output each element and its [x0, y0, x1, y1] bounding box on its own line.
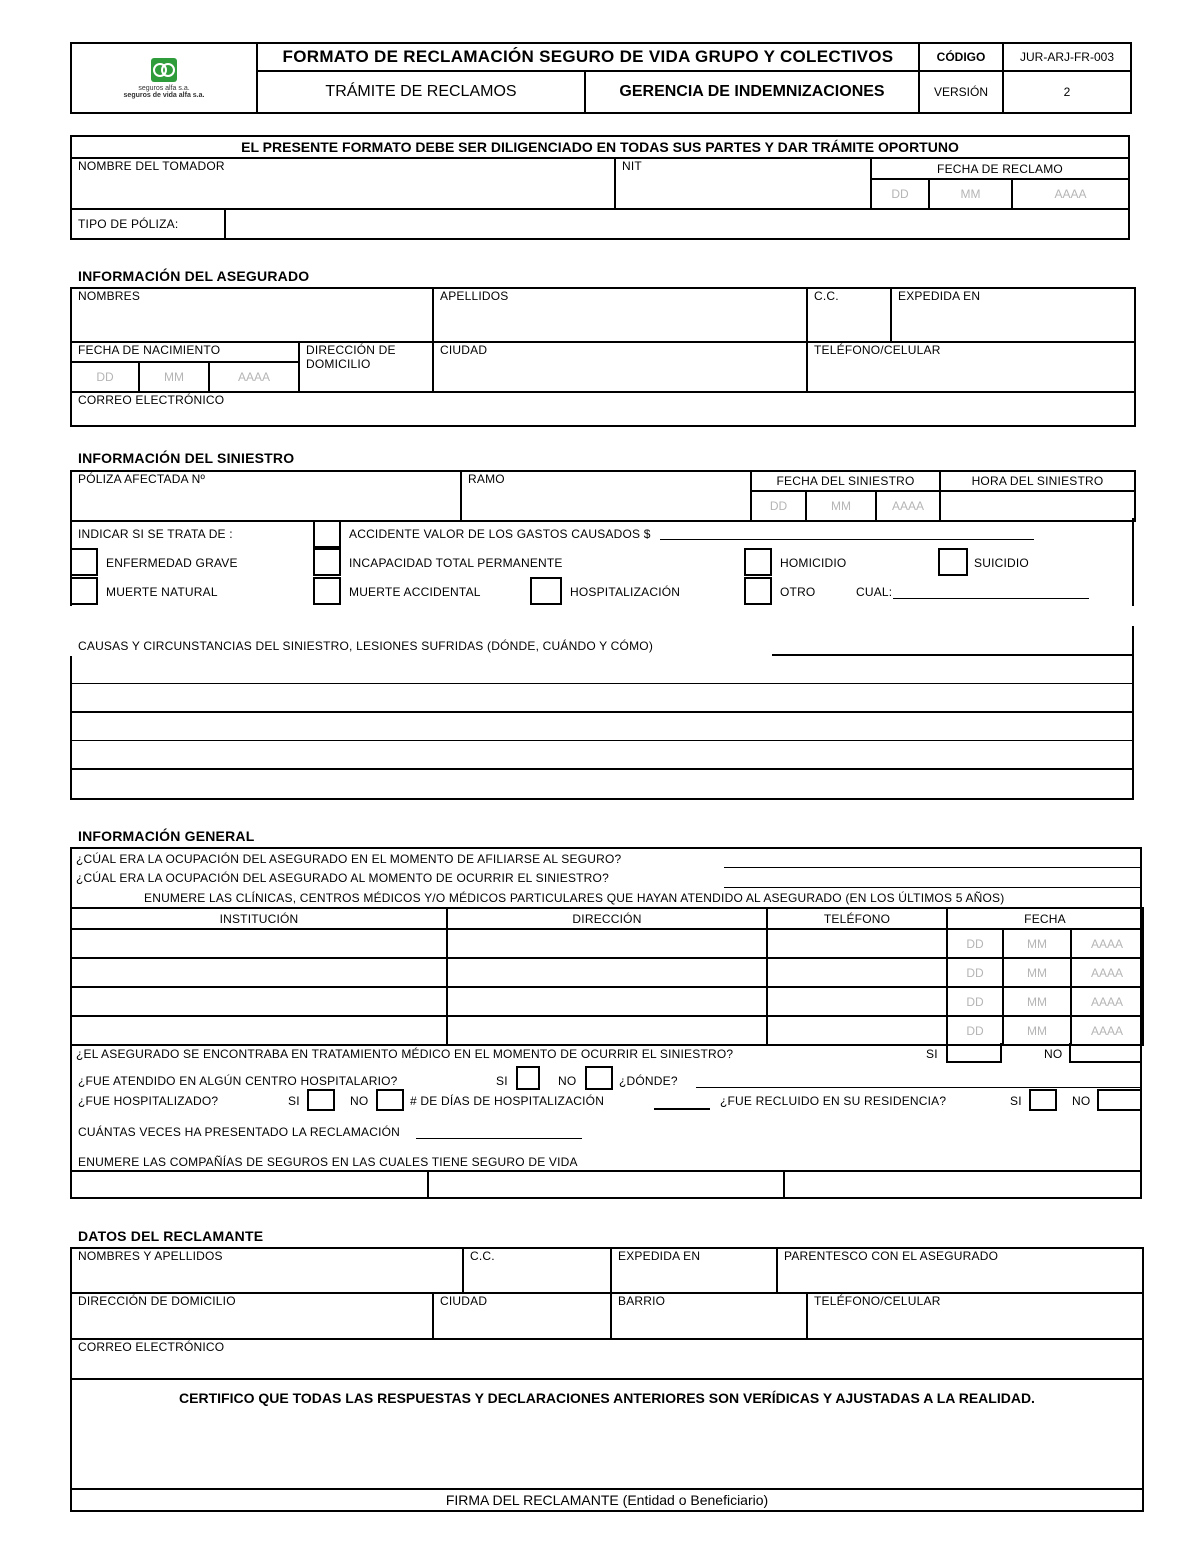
nac-dd[interactable]: DD: [71, 362, 139, 392]
homicidio-checkbox[interactable]: [744, 548, 772, 576]
clinicas-table: [70, 907, 1144, 1046]
fecha-dd[interactable]: DD: [947, 958, 1003, 987]
q-hospitalizado: ¿FUE HOSPITALIZADO?: [78, 1094, 219, 1108]
nac-mm[interactable]: MM: [139, 362, 209, 392]
institucion-cell[interactable]: [71, 958, 447, 987]
fecha-siniestro-label: FECHA DEL SINIESTRO: [751, 471, 940, 491]
suicidio-checkbox[interactable]: [938, 548, 968, 576]
compania-field-2[interactable]: [430, 1172, 782, 1198]
recluido-no-label: NO: [1072, 1094, 1091, 1108]
logo-text-2: seguros de vida alfa s.a.: [123, 92, 205, 99]
reclamante-cc-label: C.C.: [470, 1249, 495, 1263]
fecha-mm[interactable]: MM: [1003, 987, 1071, 1016]
fecha-aaaa[interactable]: AAAA: [1071, 958, 1143, 987]
companias-sep-2: [783, 1170, 785, 1198]
nombres-label: NOMBRES: [78, 289, 141, 303]
causas-line-1: [72, 683, 1132, 684]
direccion-cell[interactable]: [447, 929, 767, 958]
q-atendido: ¿FUE ATENDIDO EN ALGÚN CENTRO HOSPITALARIO?: [78, 1074, 398, 1088]
reclamo-mm[interactable]: MM: [929, 179, 1012, 209]
fecha-aaaa[interactable]: AAAA: [1071, 1016, 1143, 1045]
ciudad-field[interactable]: [433, 342, 807, 392]
incapacidad-label: INCAPACIDAD TOTAL PERMANENTE: [349, 556, 563, 570]
enumere-clinicas: ENUMERE LAS CLÍNICAS, CENTROS MÉDICOS Y/O MÉDICOS PARTICULARES QUE HAYAN ATENDIDO AL ASEGURADO (EN LOS ÚLTIMOS 5 AÑOS): [144, 891, 1005, 905]
hosp-no-box[interactable]: [376, 1089, 404, 1111]
reclamante-direccion-field[interactable]: [71, 1293, 433, 1339]
intro-table: [70, 135, 1130, 240]
hosp-si-label: SI: [288, 1094, 300, 1108]
enumere-companias: ENUMERE LAS COMPAÑÍAS DE SEGUROS EN LAS CUALES TIENE SEGURO DE VIDA: [78, 1155, 578, 1169]
telefono-field[interactable]: [807, 342, 1135, 392]
sin-mm[interactable]: MM: [806, 491, 876, 521]
table-row: [71, 1016, 1143, 1045]
process-name: TRÁMITE DE RECLAMOS: [257, 71, 585, 113]
institucion-cell[interactable]: [71, 987, 447, 1016]
fecha-mm[interactable]: MM: [1003, 1016, 1071, 1045]
fecha-dd[interactable]: DD: [947, 987, 1003, 1016]
donde-line-right: [1140, 1063, 1142, 1089]
recluido-si-label: SI: [1010, 1094, 1022, 1108]
apellidos-field[interactable]: [433, 288, 807, 342]
tratamiento-si-label: SI: [926, 1047, 938, 1061]
accidente-checkbox[interactable]: [313, 520, 341, 548]
compania-field-1[interactable]: [72, 1172, 426, 1198]
hora-siniestro-label: HORA DEL SINIESTRO: [940, 471, 1135, 491]
causas-line-2: [72, 711, 1132, 713]
tratamiento-no-box[interactable]: [1069, 1043, 1142, 1063]
muerte-natural-label: MUERTE NATURAL: [106, 585, 218, 599]
recluido-no-box[interactable]: [1097, 1089, 1142, 1111]
recluido-si-box[interactable]: [1029, 1089, 1057, 1111]
col-fecha: FECHA: [947, 908, 1143, 929]
logo-icon: [150, 57, 178, 83]
asegurado-table: [70, 287, 1136, 427]
muerte-natural-checkbox[interactable]: [70, 577, 98, 605]
causas-line-4: [72, 768, 1132, 770]
ocupacion-afiliar-line[interactable]: [724, 867, 1140, 868]
reclamo-dd[interactable]: DD: [871, 179, 929, 209]
table-row: [71, 958, 1143, 987]
reclamante-ciudad-field[interactable]: [433, 1293, 611, 1339]
atendido-no-box[interactable]: [585, 1066, 613, 1090]
nac-aaaa[interactable]: AAAA: [209, 362, 299, 392]
atendido-no-label: NO: [558, 1074, 577, 1088]
causas-label: CAUSAS Y CIRCUNSTANCIAS DEL SINIESTRO, LESIONES SUFRIDAS (DÓNDE, CUÁNDO Y CÓMO): [78, 639, 654, 653]
correo-label: CORREO ELECTRÓNICO: [78, 393, 225, 407]
reclamante-telefono-field[interactable]: [807, 1293, 1143, 1339]
fecha-mm[interactable]: MM: [1003, 958, 1071, 987]
cc-label: C.C.: [814, 289, 839, 303]
sin-aaaa[interactable]: AAAA: [876, 491, 940, 521]
version-value: 2: [1003, 71, 1131, 113]
reclamante-nombres-field[interactable]: [71, 1248, 463, 1293]
fecha-dd[interactable]: DD: [947, 929, 1003, 958]
dias-hosp-label: # DE DÍAS DE HOSPITALIZACIÓN: [410, 1094, 605, 1108]
accidente-valor-line[interactable]: [660, 539, 1034, 540]
reclamante-cc-field[interactable]: [463, 1248, 611, 1293]
tipo-poliza-label: TIPO DE PÓLIZA:: [71, 209, 225, 239]
table-row: [71, 929, 1143, 958]
reclamante-expedida-label: EXPEDIDA EN: [618, 1249, 701, 1263]
apellidos-label: APELLIDOS: [440, 289, 509, 303]
cc-field[interactable]: [807, 288, 891, 342]
q-cuantas: CUÁNTAS VECES HA PRESENTADO LA RECLAMACIÓN: [78, 1125, 401, 1139]
cual-label: CUAL:: [856, 585, 893, 599]
fecha-nac-label: FECHA DE NACIMIENTO: [71, 342, 299, 362]
code-label: CÓDIGO: [919, 43, 1003, 71]
direccion-cell[interactable]: [447, 958, 767, 987]
reclamante-correo-field[interactable]: [71, 1339, 1143, 1379]
firma-label: FIRMA DEL RECLAMANTE (Entidad o Beneficiario): [71, 1489, 1143, 1511]
poliza-afectada-field[interactable]: [71, 471, 461, 521]
nit-field[interactable]: [615, 158, 871, 209]
tipo-poliza-field[interactable]: [225, 209, 1129, 239]
parentesco-field[interactable]: [777, 1248, 1143, 1293]
atendido-si-label: SI: [496, 1074, 508, 1088]
poliza-afectada-label: PÓLIZA AFECTADA Nº: [78, 472, 206, 486]
expedida-field[interactable]: [891, 288, 1135, 342]
reclamante-expedida-field[interactable]: [611, 1248, 777, 1293]
direccion-label: DIRECCIÓN DE DOMICILIO: [306, 343, 396, 371]
reclamo-aaaa[interactable]: AAAA: [1012, 179, 1129, 209]
table-row: [71, 987, 1143, 1016]
fecha-dd[interactable]: DD: [947, 1016, 1003, 1045]
general-title: INFORMACIÓN GENERAL: [78, 828, 255, 844]
reclamante-nombres-label: NOMBRES Y APELLIDOS: [78, 1249, 223, 1263]
q-tratamiento: ¿EL ASEGURADO SE ENCONTRABA EN TRATAMIENTO MÉDICO EN EL MOMENTO DE OCURRIR EL SINIESTRO?: [76, 1047, 734, 1061]
otro-checkbox[interactable]: [744, 577, 772, 605]
enfermedad-checkbox[interactable]: [70, 548, 98, 576]
muerte-accidental-label: MUERTE ACCIDENTAL: [349, 585, 481, 599]
q-ocupacion-siniestro: ¿CÚAL ERA LA OCUPACIÓN DEL ASEGURADO AL MOMENTO DE OCURRIR EL SINIESTRO?: [76, 871, 609, 885]
telefono-cell[interactable]: [767, 1016, 947, 1045]
tomador-field[interactable]: [71, 158, 615, 209]
causas-box[interactable]: [70, 656, 1134, 800]
hora-siniestro-field[interactable]: [940, 491, 1135, 521]
fecha-aaaa[interactable]: AAAA: [1071, 987, 1143, 1016]
expedida-label: EXPEDIDA EN: [898, 289, 981, 303]
hospitalizacion-label: HOSPITALIZACIÓN: [570, 585, 681, 599]
header-table: [70, 42, 1132, 114]
accidente-valor-label: ACCIDENTE VALOR DE LOS GASTOS CAUSADOS $: [349, 527, 651, 541]
col-institucion: INSTITUCIÓN: [71, 908, 447, 929]
col-telefono: TELÉFONO: [767, 908, 947, 929]
causas-line-3: [72, 740, 1132, 741]
logo-text-1: seguros alfa s.a.: [138, 85, 190, 92]
logo-cell: [71, 43, 257, 113]
reclamante-direccion-label: DIRECCIÓN DE DOMICILIO: [78, 1294, 236, 1308]
form-title: FORMATO DE RECLAMACIÓN SEGURO DE VIDA GRUPO Y COLECTIVOS: [257, 43, 919, 71]
fecha-aaaa[interactable]: AAAA: [1071, 929, 1143, 958]
correo-field[interactable]: [71, 392, 1135, 426]
siniestro-title: INFORMACIÓN DEL SINIESTRO: [78, 450, 295, 466]
hospitalizacion-checkbox[interactable]: [530, 577, 562, 605]
tratamiento-si-box[interactable]: [946, 1043, 1002, 1063]
tipo-frame-right: [1132, 518, 1134, 606]
dias-hosp-line[interactable]: [654, 1108, 710, 1110]
atendido-si-box[interactable]: [516, 1066, 540, 1090]
parentesco-label: PARENTESCO CON EL ASEGURADO: [784, 1249, 999, 1263]
nit-label: NIT: [622, 159, 642, 173]
incapacidad-checkbox[interactable]: [313, 548, 341, 576]
q-ocupacion-afiliar: ¿CÚAL ERA LA OCUPACIÓN DEL ASEGURADO EN EL MOMENTO DE AFILIARSE AL SEGURO?: [76, 852, 622, 866]
fecha-reclamo-label: FECHA DE RECLAMO: [871, 158, 1129, 179]
reclamante-title: DATOS DEL RECLAMANTE: [78, 1228, 264, 1244]
reclamante-correo-label: CORREO ELECTRÓNICO: [78, 1340, 225, 1354]
institucion-cell[interactable]: [71, 929, 447, 958]
telefono-cell[interactable]: [767, 929, 947, 958]
nombres-field[interactable]: [71, 288, 433, 342]
direccion-field[interactable]: [299, 342, 433, 392]
tomador-label: NOMBRE DEL TOMADOR: [78, 159, 225, 173]
donde-label: ¿DÓNDE?: [619, 1074, 678, 1088]
causas-right-top: [1132, 626, 1134, 656]
hosp-no-label: NO: [350, 1094, 369, 1108]
direccion-cell[interactable]: [447, 987, 767, 1016]
reclamante-telefono-label: TELÉFONO/CELULAR: [814, 1294, 941, 1308]
sin-dd[interactable]: DD: [751, 491, 806, 521]
barrio-label: BARRIO: [618, 1294, 666, 1308]
q-recluido: ¿FUE RECLUIDO EN SU RESIDENCIA?: [720, 1094, 947, 1108]
muerte-accidental-checkbox[interactable]: [313, 577, 341, 605]
telefono-cell[interactable]: [767, 958, 947, 987]
fecha-mm[interactable]: MM: [1003, 929, 1071, 958]
enfermedad-label: ENFERMEDAD GRAVE: [106, 556, 238, 570]
suicidio-label: SUICIDIO: [974, 556, 1029, 570]
tratamiento-no-label: NO: [1044, 1047, 1063, 1061]
companias-sep-1: [427, 1170, 429, 1198]
notice: EL PRESENTE FORMATO DEBE SER DILIGENCIADO EN TODAS SUS PARTES Y DAR TRÁMITE OPORTUNO: [71, 136, 1129, 158]
version-label: VERSIÓN: [919, 71, 1003, 113]
ocupacion-siniestro-line[interactable]: [724, 887, 1140, 888]
certifico-text: CERTIFICO QUE TODAS LAS RESPUESTAS Y DECLARACIONES ANTERIORES SON VERÍDICAS Y AJUSTADAS A LA REALIDAD.: [179, 1390, 1035, 1406]
telefono-cell[interactable]: [767, 987, 947, 1016]
ramo-label: RAMO: [468, 472, 505, 486]
hosp-si-box[interactable]: [307, 1089, 335, 1111]
indicar-label: INDICAR SI SE TRATA DE :: [78, 527, 233, 541]
asegurado-title: INFORMACIÓN DEL ASEGURADO: [78, 268, 310, 284]
area-name: GERENCIA DE INDEMNIZACIONES: [585, 71, 919, 113]
code-value: JUR-ARJ-FR-003: [1003, 43, 1131, 71]
barrio-field[interactable]: [611, 1293, 807, 1339]
siniestro-table: [70, 470, 1136, 522]
ciudad-label: CIUDAD: [440, 343, 488, 357]
compania-field-3[interactable]: [786, 1172, 1140, 1198]
cual-line[interactable]: [893, 598, 1089, 599]
institucion-cell[interactable]: [71, 1016, 447, 1045]
company-logo: [78, 57, 250, 99]
col-direccion: DIRECCIÓN: [447, 908, 767, 929]
homicidio-label: HOMICIDIO: [780, 556, 847, 570]
ramo-field[interactable]: [461, 471, 751, 521]
cuantas-line[interactable]: [416, 1138, 582, 1139]
reclamante-ciudad-label: CIUDAD: [440, 1294, 488, 1308]
certifico-box[interactable]: [71, 1379, 1143, 1489]
telefono-label: TELÉFONO/CELULAR: [814, 343, 941, 357]
otro-label: OTRO: [780, 585, 816, 599]
direccion-cell[interactable]: [447, 1016, 767, 1045]
donde-line[interactable]: [696, 1087, 1140, 1088]
reclamante-table: [70, 1247, 1144, 1512]
